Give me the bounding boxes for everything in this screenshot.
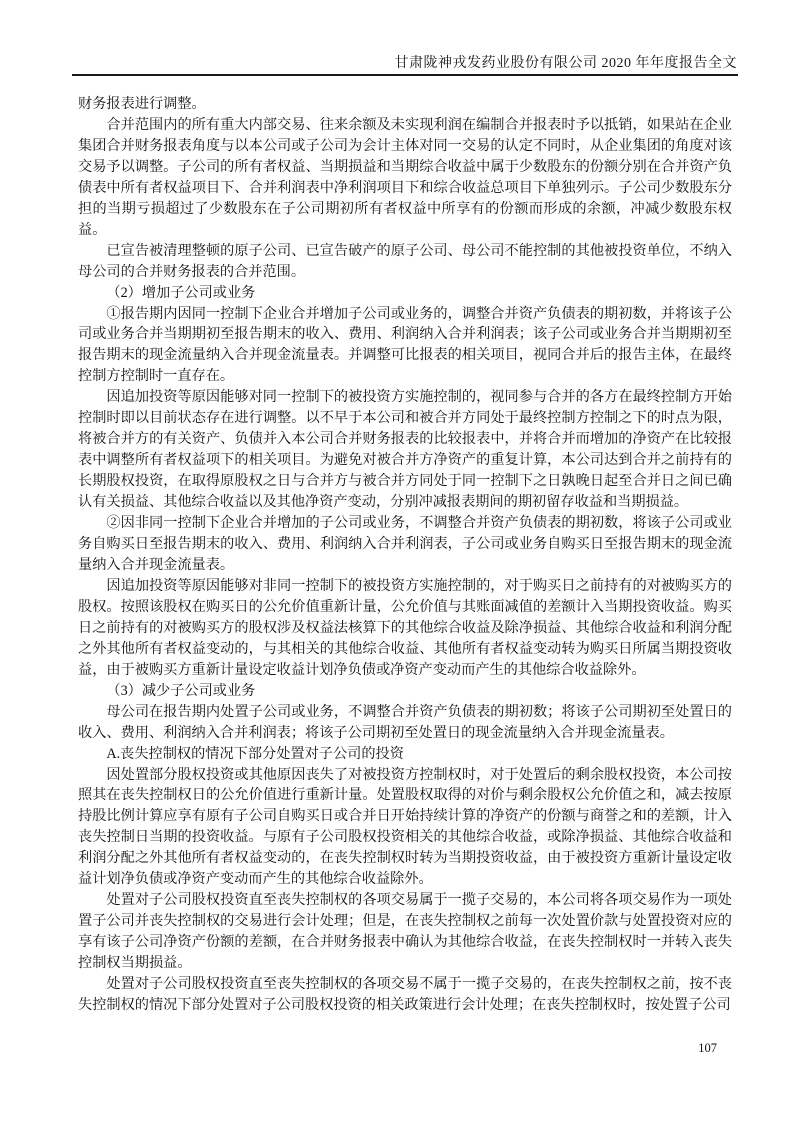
paragraph: 财务报表进行调整。 xyxy=(78,96,206,112)
paragraph: 因处置部分股权投资或其他原因丧失了对被投资方控制权时，对于处置后的剩余股权投资，本公司按照其在丧失控制权日的公允价值进行重新计量。处置股权取得的对价与剩余股权公允价值之和，减去按原持股比例计算应享有原有子公司自购买日或合并日开始持续计算的净资产的份额与商誉之和的差额，计入丧失控制日当期的投资收益。与原有子公司股权投资相关的其他综合收益，或除净损益、其他综合收益和利润分配之外其他所有者权益变动的，在丧失控制权时转为当期投资收益，由于被投资方重新计量设定收益计划净负债或净资产变动而产生的其他综合收益除外。 xyxy=(78,766,732,888)
paragraph: （2）增加子公司或业务 xyxy=(106,284,256,301)
paragraph: 因追加投资等原因能够对非同一控制下的被投资方实施控制的，对于购买日之前持有的对被购买方的股权。按照该股权在购买日的公允价值重新计量，公允价值与其账面减值的差额计入当期投资收益。购买日之前持有的对被购买方的股权涉及权益法核算下的其他综合收益及除净损益、其他综合收益和利润分配之外其他所有者权益变动的，与其相关的其他综合收益、其他所有者权益变动转为购买日所属当期投资收益，由于被购买方重新计量设定收益计划净负债或净资产变动而产生的其他综合收益除外。 xyxy=(78,577,732,678)
paragraph: （3）减少子公司或业务 xyxy=(106,682,256,699)
paragraph: 母公司在报告期内处置子公司或业务，不调整合并资产负债表的期初数；将该子公司期初至处置日的收入、费用、利润纳入合并利润表；将该子公司期初至处置日的现金流量纳入合并现金流量表。 xyxy=(78,703,732,741)
paragraph: 合并范围内的所有重大内部交易、往来余额及未实现利润在编制合并报表时予以抵销，如果站在企业集团合并财务报表角度与以本公司或子公司为会计主体对同一交易的认定不同时，从企业集团的角度对该交易予以调整。子公司的所有者权益、当期损益和当期综合收益中属于少数股东的份额分别在合并资产负债表中所有者权益项目下、合并利润表中净利润项目下和综合收益总项目下单独列示。子公司少数股东分担的当期亏损超过了少数股东在子公司期初所有者权益中所享有的份额而形成的余额，冲减少数股东权益。 xyxy=(78,116,732,238)
document-body xyxy=(78,94,732,1016)
paragraph: 已宣告被清理整顿的原子公司、已宣告破产的原子公司、母公司不能控制的其他被投资单位，不纳入母公司的合并财务报表的合并范围。 xyxy=(78,242,732,280)
paragraph: 因追加投资等原因能够对同一控制下的被投资方实施控制的，视同参与合并的各方在最终控制方开始控制时即以目前状态存在进行调整。以不早于本公司和被合并方同处于最终控制方控制之下的时点为限，将被合并方的有关资产、负债并入本公司合并财务报表的比较报表中，并将合并而增加的净资产在比较报表中调整所有者权益项下的相关项目。为避免对被合并方净资产的重复计算，本公司达到合并之前持有的长期股权投资，在取得原股权之日与合并方与被合并方同处于同一控制下之日孰晚日起至合并日之间已确认有关损益、其他综合收益以及其他净资产变动，分别冲减报表期间的期初留存收益和当期损益。 xyxy=(78,389,732,511)
paragraph: ①报告期内因同一控制下企业合并增加子公司或业务的，调整合并资产负债表的期初数，并将该子公司或业务合并当期期初至报告期末的收入、费用、利润纳入合并利润表；该子公司或业务合并当期期初至报告期末的现金流量纳入合并现金流量表。并调整可比报表的相关项目，视同合并后的报告主体，在最终控制方控制时一直存在。 xyxy=(78,305,732,385)
paragraph: 处置对子公司股权投资直至丧失控制权的各项交易属于一揽子交易的，本公司将各项交易作为一项处置子公司并丧失控制权的交易进行会计处理；但是，在丧失控制权之前每一次处置价款与处置投资对应的享有该子公司净资产份额的差额，在合并财务报表中确认为其他综合收益，在丧失控制权时一并转入丧失控制权当期损益。 xyxy=(78,892,732,972)
paragraph: ②因非同一控制下企业合并增加的子公司或业务，不调整合并资产负债表的期初数，将该子公司或业务自购买日至报告期末的收入、费用、利润纳入合并利润表，子公司或业务自购买日至报告期末的现金流量纳入合并现金流量表。 xyxy=(78,515,732,573)
page-number: 107 xyxy=(698,1041,717,1055)
header-rule xyxy=(72,74,738,76)
paragraph: 处置对子公司股权投资直至丧失控制权的各项交易不属于一揽子交易的，在丧失控制权之前，按不丧失控制权的情况下部分处置对子公司股权投资的相关政策进行会计处理；在丧失控制权时，按处置子公司 xyxy=(78,976,732,1013)
paragraph: A.丧失控制权的情况下部分处置对子公司的投资 xyxy=(106,745,404,762)
report-header-title: 甘肃陇神戎发药业股份有限公司 2020 年年度报告全文 xyxy=(394,56,737,71)
